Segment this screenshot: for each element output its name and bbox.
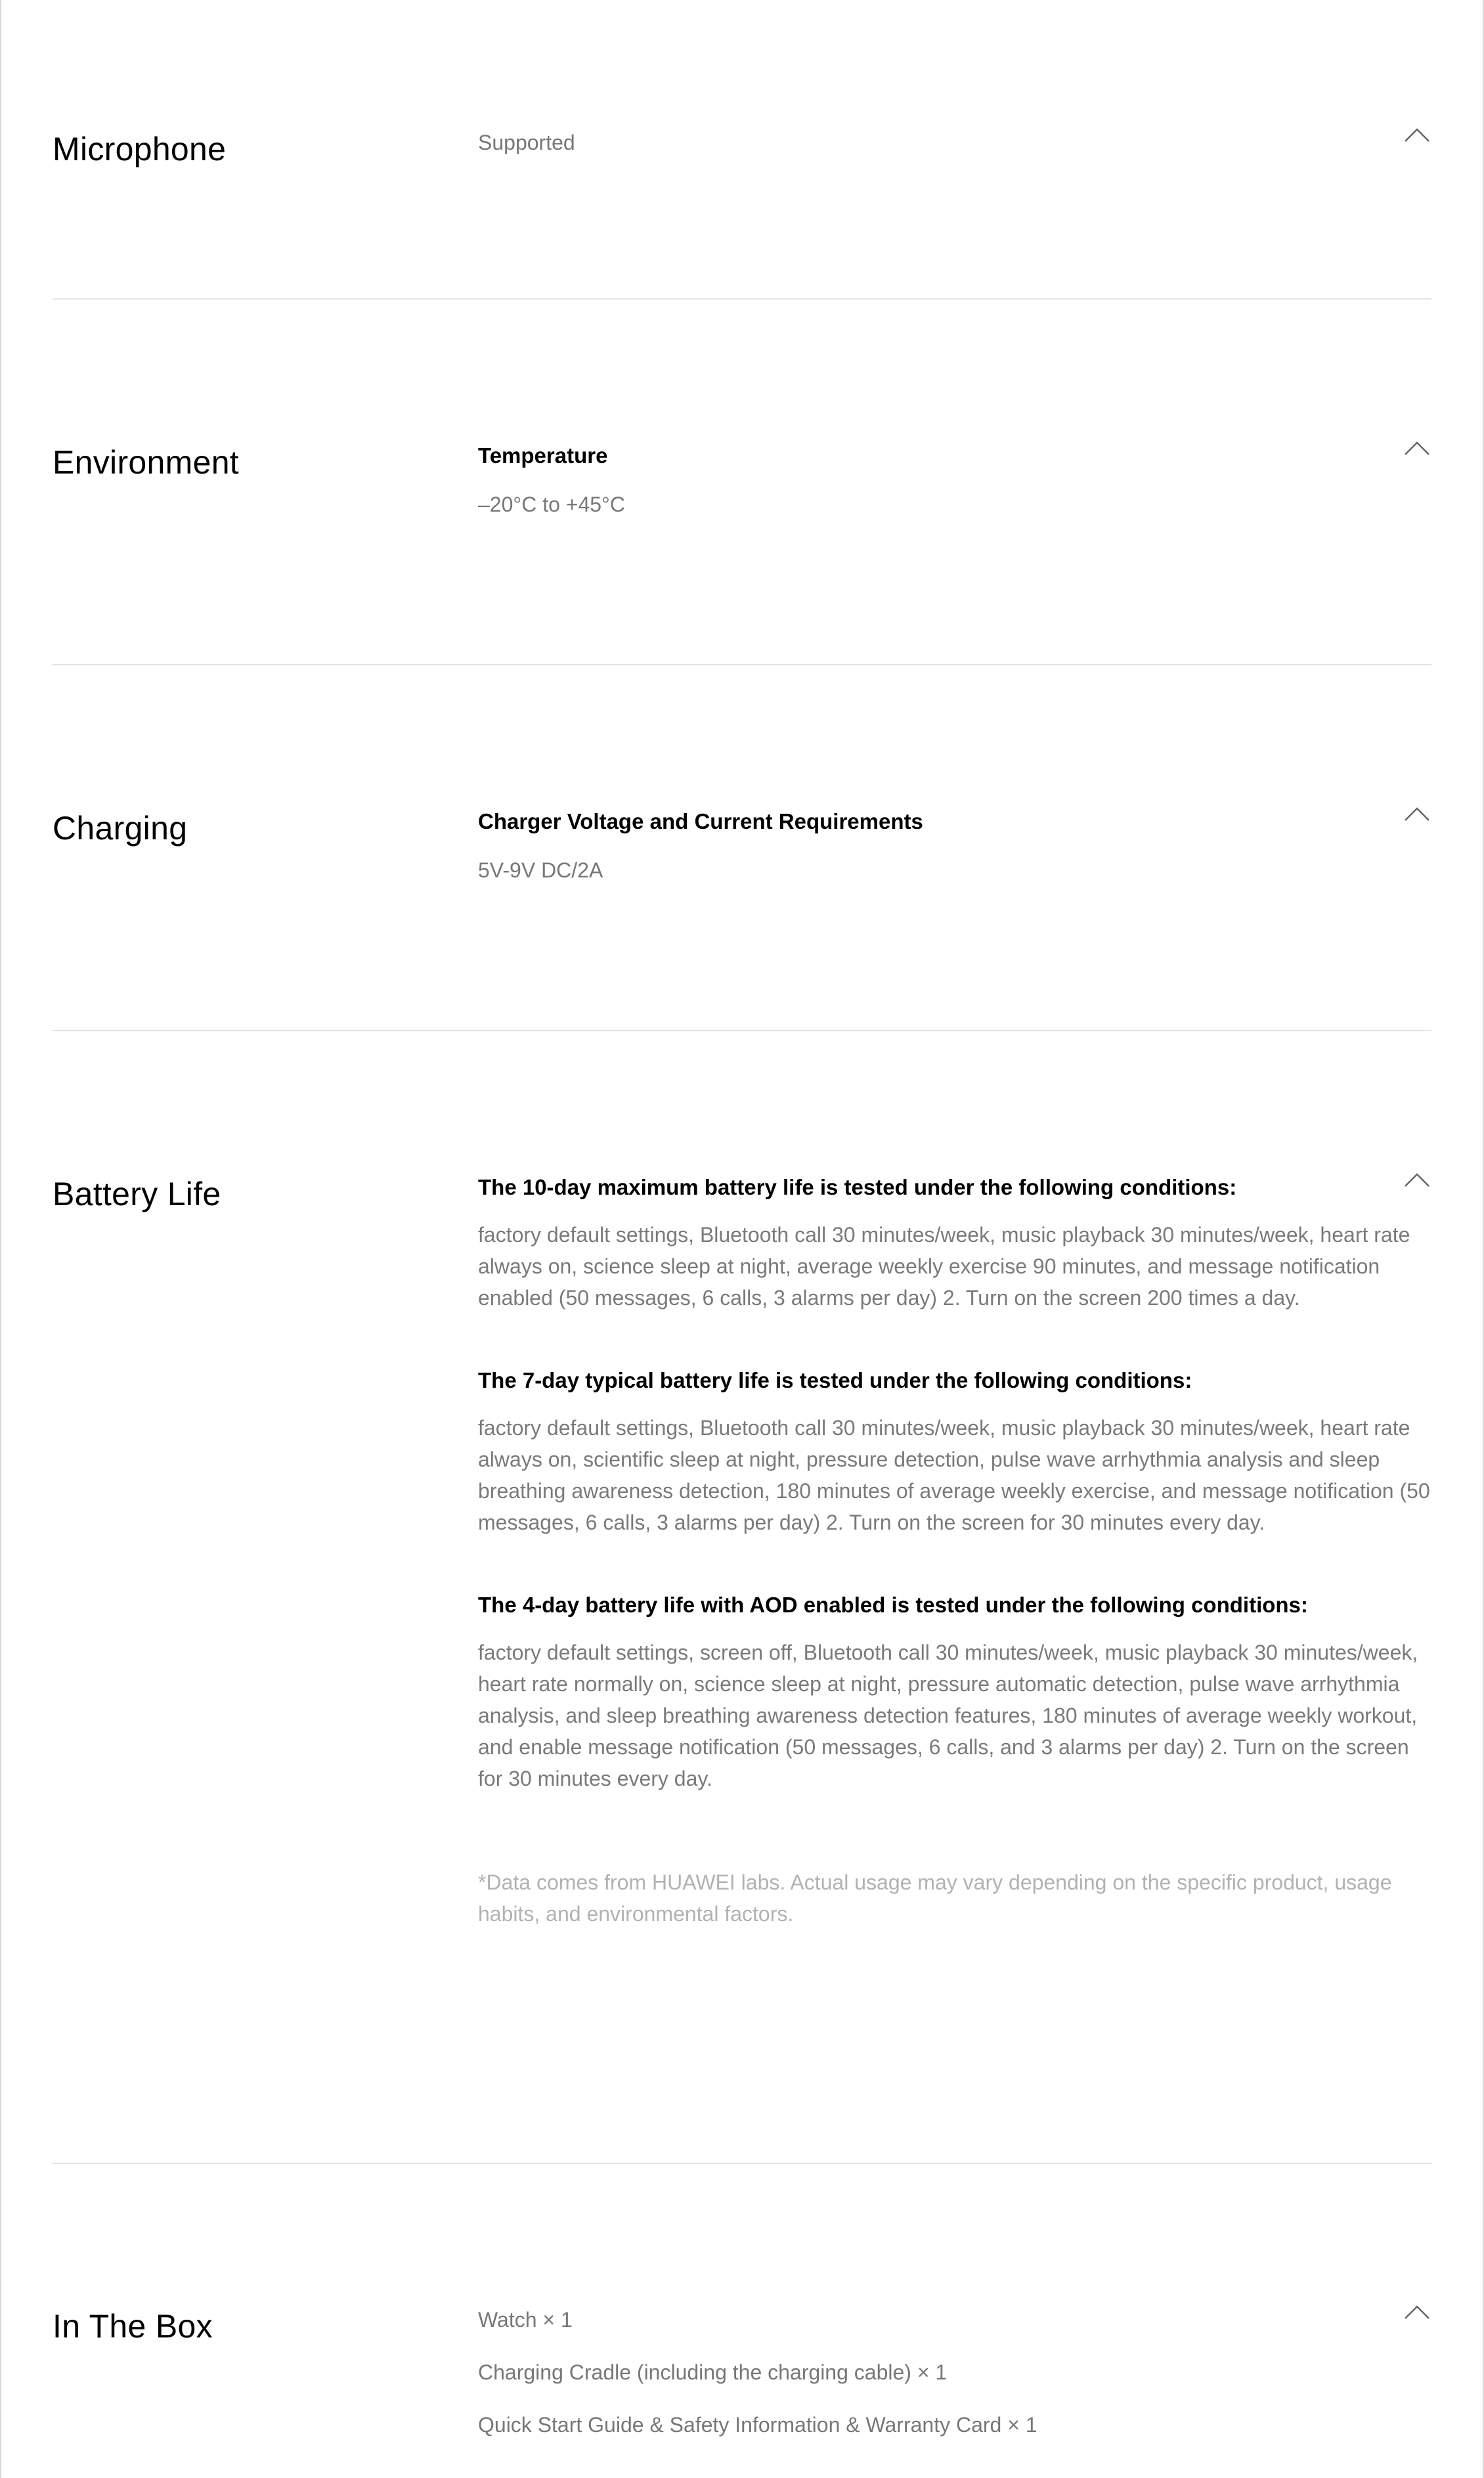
spec-section-in-the-box bbox=[53, 2307, 1431, 2464]
chevron-up-icon bbox=[1404, 1172, 1430, 1187]
charging-heading: Charger Voltage and Current Requirements bbox=[478, 809, 923, 833]
environment-heading: Temperature bbox=[478, 443, 608, 468]
collapse-toggle-battery-life[interactable] bbox=[1403, 1165, 1431, 1194]
section-content-environment bbox=[478, 443, 1437, 520]
battery-block-heading: The 7-day typical battery life is tested under the following conditions: bbox=[478, 1368, 1192, 1392]
battery-block-heading: The 10-day maximum battery life is tested under the following conditions: bbox=[478, 1175, 1237, 1199]
section-content-charging bbox=[478, 808, 1437, 886]
section-title-charging: Charging bbox=[53, 810, 188, 847]
charging-value: 5V-9V DC/2A bbox=[478, 858, 603, 882]
section-content-microphone bbox=[478, 129, 1437, 158]
microphone-value: Supported bbox=[478, 131, 575, 154]
battery-block bbox=[478, 1591, 1437, 1794]
spec-section-microphone bbox=[53, 129, 1431, 208]
section-content-in-the-box bbox=[478, 2304, 1437, 2462]
chevron-up-icon bbox=[1404, 440, 1430, 456]
spec-section-battery-life bbox=[53, 1174, 1431, 2028]
battery-block-text: factory default settings, screen off, Bluetooth call 30 minutes/week, music playback 30 minutes/week, heart rate normally on, science sleep at night, pressure automatic detection, pulse wave arrhythmia analysis, and sleep breathing awareness detection features, 180 minutes of average weekly workout, and enable message notification (50 messages, 6 calls, and 3 alarms per day) 2. Turn on the screen for 30 minutes every day. bbox=[478, 1641, 1418, 1790]
battery-block-heading: The 4-day battery life with AOD enabled is tested under the following conditions: bbox=[478, 1593, 1308, 1617]
collapse-toggle-charging[interactable] bbox=[1403, 799, 1431, 828]
battery-block bbox=[478, 1366, 1437, 1538]
section-divider bbox=[53, 298, 1431, 299]
section-divider bbox=[53, 1030, 1431, 1031]
spec-section-environment bbox=[53, 443, 1431, 535]
battery-block-text: factory default settings, Bluetooth call 30 minutes/week, music playback 30 minutes/week, heart rate always on, scientific sleep at night, pressure detection, pulse wave arrhythmia analysis and sleep breathing awareness detection, 180 minutes of average weekly exercise, and message notification (50 messages, 6 calls, 3 alarms per day) 2. Turn on the screen for 30 minutes every day. bbox=[478, 1416, 1430, 1534]
section-title-battery-life: Battery Life bbox=[53, 1176, 221, 1212]
chevron-up-icon bbox=[1404, 2304, 1430, 2320]
spec-section-charging bbox=[53, 808, 1431, 900]
environment-value: –20°C to +45°C bbox=[478, 493, 625, 516]
section-content-battery-life bbox=[478, 1174, 1437, 1930]
section-title-in-the-box: In The Box bbox=[53, 2308, 213, 2345]
section-divider bbox=[53, 664, 1431, 665]
battery-block bbox=[478, 1173, 1437, 1314]
section-divider bbox=[53, 2163, 1431, 2164]
chevron-up-icon bbox=[1404, 127, 1430, 143]
battery-block-text: factory default settings, Bluetooth call 30 minutes/week, music playback 30 minutes/week, heart rate always on, science sleep at night, average weekly exercise 90 minutes, and message notification enabled (50 messages, 6 calls, 3 alarms per day) 2. Turn on the screen 200 times a day. bbox=[478, 1223, 1410, 1310]
page-left-border bbox=[0, 0, 1, 2478]
section-title-environment: Environment bbox=[53, 444, 239, 481]
battery-footnote: *Data comes from HUAWEI labs. Actual usage may vary depending on the specific product, usage habits, and environmental factors. bbox=[478, 1870, 1392, 1926]
box-item: Quick Start Guide & Safety Information & Warranty Card × 1 bbox=[478, 2413, 1037, 2437]
collapse-toggle-environment[interactable] bbox=[1403, 433, 1431, 462]
section-title-microphone: Microphone bbox=[53, 131, 227, 167]
box-item: Charging Cradle (including the charging cable) × 1 bbox=[478, 2360, 948, 2384]
collapse-toggle-microphone[interactable] bbox=[1403, 120, 1431, 149]
chevron-up-icon bbox=[1404, 806, 1430, 822]
collapse-toggle-in-the-box[interactable] bbox=[1403, 2297, 1431, 2326]
box-item: Watch × 1 bbox=[478, 2308, 573, 2332]
